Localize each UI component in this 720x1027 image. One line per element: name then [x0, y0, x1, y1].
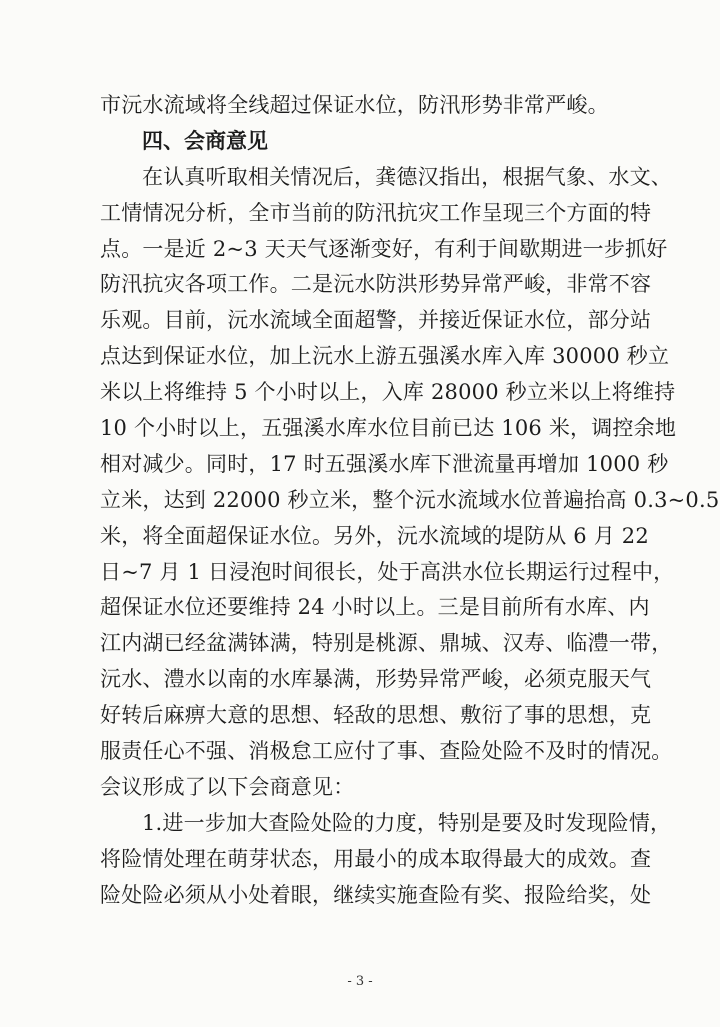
paragraph-line: 江内湖已经盆满钵满，特别是桃源、鼎城、汉寿、临澧一带， — [100, 631, 673, 656]
paragraph-line: 将险情处理在萌芽状态，用最小的成本取得最大的成效。查 — [100, 846, 652, 871]
paragraph-line: 点达到保证水位，加上沅水上游五强溪水库入库 30000 秒立 — [100, 344, 670, 369]
paragraph-line: 沅水、澧水以南的水库暴满，形势异常严峻，必须克服天气 — [100, 667, 652, 692]
paragraph-line: 10 个小时以上，五强溪水库水位目前已达 106 米，调控余地 — [100, 416, 677, 441]
paragraph-line: 好转后麻痹大意的思想、轻敌的思想、敷衍了事的思想，克 — [100, 703, 652, 728]
paragraph-line: 工情情况分析，全市当前的防汛抗灾工作呈现三个方面的特 — [100, 200, 652, 225]
paragraph-line: 在认真听取相关情况后，龚德汉指出，根据气象、水文、 — [142, 164, 672, 189]
paragraph-line: 点。一是近 2~3 天天气逐渐变好，有利于间歇期进一步抓好 — [100, 236, 668, 261]
paragraph-line: 日~7 月 1 日浸泡时间很长，处于高洪水位长期运行过程中， — [100, 559, 675, 584]
numbered-item-line: 1.进一步加大查险处险的力度，特别是要及时发现险情， — [142, 810, 672, 835]
paragraph-line: 超保证水位还要维持 24 小时以上。三是目前所有水库、内 — [100, 595, 650, 620]
paragraph-line: 市沅水流域将全线超过保证水位，防汛形势非常严峻。 — [100, 93, 609, 117]
page-number: - 3 - — [347, 974, 373, 989]
paragraph-line: 乐观。目前，沅水流域全面超警，并接近保证水位，部分站 — [100, 308, 652, 333]
paragraph-line: 会议形成了以下会商意见： — [100, 774, 355, 799]
paragraph-line: 服责任心不强、消极怠工应付了事、查险处险不及时的情况。 — [100, 739, 673, 764]
paragraph-line: 险处险必须从小处着眼，继续实施查险有奖、报险给奖，处 — [100, 882, 652, 907]
document-body — [100, 88, 720, 913]
paragraph-line: 立米，达到 22000 秒立米，整个沅水流域水位普遍抬高 0.3~0.5 — [100, 487, 720, 512]
paragraph-line: 相对减少。同时，17 时五强溪水库下泄流量再增加 1000 秒 — [100, 451, 669, 476]
paragraph-line: 米，将全面超保证水位。另外，沅水流域的堤防从 6 月 22 — [100, 523, 649, 548]
section-heading: 四、会商意见 — [142, 128, 268, 153]
paragraph-line: 防汛抗灾各项工作。二是沅水防洪形势异常严峻，非常不容 — [100, 272, 652, 297]
paragraph-line: 米以上将维持 5 个小时以上，入库 28000 秒立米以上将维持 — [100, 380, 676, 405]
